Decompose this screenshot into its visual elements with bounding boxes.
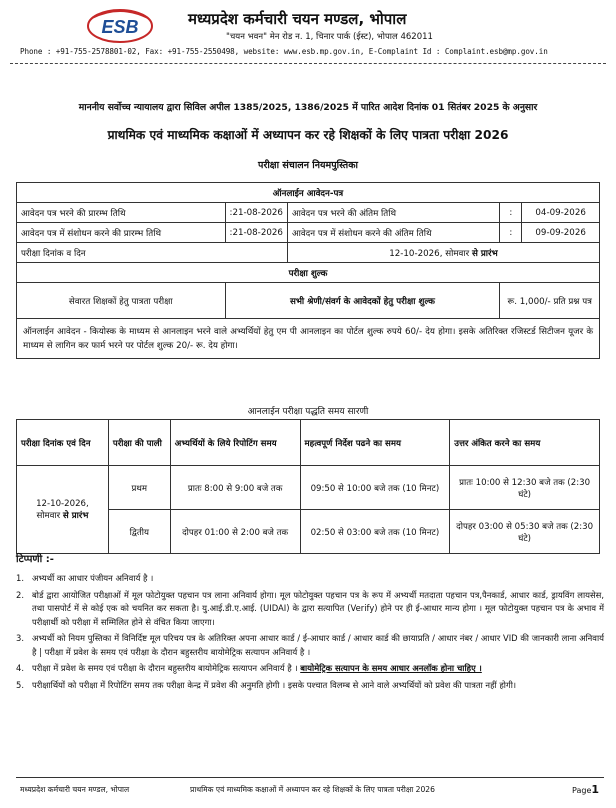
edit-start-value: :21-08-2026 — [225, 223, 287, 243]
note-number: 1. — [16, 573, 24, 583]
note-number: 3. — [16, 633, 24, 643]
notes-title: टिप्पणी :- — [16, 554, 54, 565]
page-num: 1 — [591, 783, 600, 796]
end-date-colon: : — [500, 203, 522, 223]
page-label: Page — [572, 786, 592, 795]
exam-title: प्राथमिक एवं माध्यमिक कक्षाओं में अध्यापन कर रहे शिक्षकों के लिए पात्रता परीक्षा 2026 — [107, 128, 509, 142]
answer-second: दोपहर 03:00 से 05:30 बजे तक (2:30 घंटे) — [450, 510, 600, 554]
footer-title: प्राथमिक एवं माध्यमिक कक्षाओं में अध्यापन कर रहे शिक्षकों के लिए पात्रता परीक्षा 2026 — [190, 785, 435, 794]
esb-logo — [86, 8, 154, 44]
note-number: 2. — [16, 589, 24, 600]
reporting-second: दोपहर 01:00 से 2:00 बजे तक — [170, 510, 300, 554]
contact-line: Phone : +91-755-2578801-02, Fax: +91-755-2550498, website: www.esb.mp.gov.in, E-Complaint Id : Complaint.esb@mp.gov.in — [20, 47, 548, 56]
schedule-title: आनलाईन परीक्षा पद्धति समय सारणी — [247, 407, 369, 417]
footer-divider — [16, 777, 604, 778]
table-row — [17, 466, 600, 510]
instructions-first: 09:50 से 10:00 बजे तक (10 मिनट) — [300, 466, 450, 510]
org-address: "चयन भवन" मेन रोड न. 1, चिनार पार्क (ईस्ट), भोपाल 462011 — [226, 32, 433, 42]
reporting-first: प्रातः 8:00 से 9:00 बजे तक — [170, 466, 300, 510]
note-emphasis: बायोमेट्रिक सत्यापन के समय आधार अनलॉक होना चाहिए । — [300, 663, 482, 673]
note-text: परीक्षा में प्रवेश के समय एवं परीक्षा के दौरान बहुस्तरीय बायोमेट्रिक सत्यापन अनिवार्य है । — [32, 663, 298, 673]
exam-date-value: 12-10-2026, सोमवार — [389, 248, 470, 259]
note-number: 4. — [16, 663, 24, 673]
schedule-date: 12-10-2026, — [36, 498, 89, 509]
shift-first: प्रथम — [108, 466, 170, 510]
schedule-table — [16, 419, 600, 554]
header-divider — [10, 63, 606, 64]
schedule-date-cell — [17, 466, 109, 554]
list-item — [16, 572, 604, 586]
start-date-value: :21-08-2026 — [225, 203, 287, 223]
schedule-header-date: परीक्षा दिनांक एवं दिन — [17, 420, 109, 466]
edit-end-colon: : — [500, 223, 522, 243]
exam-date-cell — [287, 243, 599, 263]
end-date-value: 04-09-2026 — [522, 203, 600, 223]
start-date-label: आवेदन पत्र भरने की प्रारम्भ तिथि — [17, 203, 226, 223]
answer-first: प्रातः 10:00 से 12:30 बजे तक (2:30 घंटे) — [450, 466, 600, 510]
note-text: परीक्षार्थियों को परीक्षा में रिपोटिंग समय तक परीक्षा केन्द्र में प्रवेश की अनुमति होगी । इसके पश्चात विलम्ब से आने वाले अभ्यर्थियों को प्रवेश की पात्रता नहीं होगी। — [32, 679, 517, 690]
exam-date-suffix: से प्रारंभ — [471, 248, 498, 259]
list-item — [16, 632, 604, 659]
note-text: अभ्यर्थी को नियम पुस्तिका में विनिर्दिष्ट मूल परिचय पत्र के अतिरिक्त अपना आधार कार्ड / ई-आधार कार्ड / आधार कार्ड की छायाप्रति / आधार नंबर / आधार VID की जानकारी लाना अनिवार्य है | परीक्षा में प्रवेश के समय एवं परीक्षा के दौरान बहुस्तरीय बायोमेट्रिक सत्यापन अनिवार्य है । — [32, 633, 604, 657]
logo-text: ESB — [101, 17, 139, 37]
notes-list — [16, 572, 604, 695]
schedule-header-instructions: महत्वपूर्ण निर्देश पढने का समय — [300, 420, 450, 466]
edit-start-label: आवेदन पत्र में संशोधन करने की प्रारम्भ तिथि — [17, 223, 226, 243]
footer-org: मध्यप्रदेश कर्मचारी चयन मण्डल, भोपाल — [20, 785, 130, 794]
page-number — [572, 783, 599, 796]
note-number: 5. — [16, 679, 24, 690]
schedule-header-reporting: अभ्यर्थियों के लिये रिपोटिंग समय — [170, 420, 300, 466]
fee-heading: परीक्षा शुल्क — [17, 263, 600, 283]
schedule-day-suffix: से प्रारंभ — [62, 510, 89, 521]
list-item — [16, 679, 604, 693]
schedule-header-answer: उत्तर अंकित करने का समय — [450, 420, 600, 466]
schedule-header-row — [17, 420, 600, 466]
schedule-day: सोमवार — [36, 510, 61, 521]
org-title: मध्यप्रदेश कर्मचारी चयन मण्डल, भोपाल — [188, 10, 407, 28]
instructions-second: 02:50 से 03:00 बजे तक (10 मिनट) — [300, 510, 450, 554]
list-item — [16, 662, 604, 676]
edit-end-value: 09-09-2026 — [522, 223, 600, 243]
application-table — [16, 182, 600, 359]
note-text: अभ्यर्थी का आधार पंजीयन अनिवार्य है । — [32, 573, 154, 583]
document-header — [0, 0, 616, 68]
schedule-header-shift: परीक्षा की पाली — [108, 420, 170, 466]
end-date-label: आवेदन पत्र भरने की अंतिम तिथि — [287, 203, 499, 223]
shift-second: द्वितीय — [108, 510, 170, 554]
fee-applicants: सभी श्रेणी/संवर्ग के आवेदकों हेतु परीक्षा शुल्क — [225, 283, 500, 319]
fee-category: सेवारत शिक्षकों हेतु पात्रता परीक्षा — [17, 283, 226, 319]
edit-end-label: आवेदन पत्र में संशोधन करने की अंतिम तिथि — [287, 223, 499, 243]
application-heading: ऑनलाईन आवेदन-पत्र — [17, 183, 600, 203]
portal-fee-note: ऑनलाईन आवेदन - कियोस्क के माध्यम से आनलाइन भरने वाले अभ्यर्थियों हेतु एम पी आनलाइन का पोर्टल शुल्क रुपये 60/- देय होगा। इसके अतिरिक्त रजिस्टर्ड सिटीजन यूजर के माध्यम से लागिन कर फार्म भरने पर पोर्टल शुल्क 20/- रू. देय होगा। — [17, 319, 600, 359]
booklet-title: परीक्षा संचालन नियमपुस्तिका — [258, 160, 358, 171]
fee-amount: रू. 1,000/- प्रति प्रश्न पत्र — [500, 283, 600, 319]
exam-date-label: परीक्षा दिनांक व दिन — [17, 243, 288, 263]
note-text: बोर्ड द्वारा आयोजित परीक्षाओं में मूल फोटोयुक्त पहचान पत्र लाना अनिवार्य होगा। मूल फोटोयुक्त पहचान पत्र के रूप में अभ्यर्थी मतदाता पहचान पत्र,पैनकार्ड, आधार कार्ड, ड्रायविंग लायसेस, तथा पासपोर्ट में से कोई एक को चयनित कर सकता है। यु.आई.डी.ए.आई. (UIDAI) के द्वारा सत्यापित (Verify) होने पर ही ई-आधार मान्य होगा । मूल फोटोयुक्त पहचान पत्र के अभाव में परीक्षार्थी को परीक्षा में सम्मिलित होने से वंचित किया जाएगा। — [32, 589, 604, 627]
list-item — [16, 589, 604, 630]
court-order-line: माननीय सर्वोच्च न्यायालय द्वारा सिविल अपील 1385/2025, 1386/2025 में पारित आदेश दिनांक 01 सितंबर 2025 के अनुसार — [78, 102, 538, 113]
